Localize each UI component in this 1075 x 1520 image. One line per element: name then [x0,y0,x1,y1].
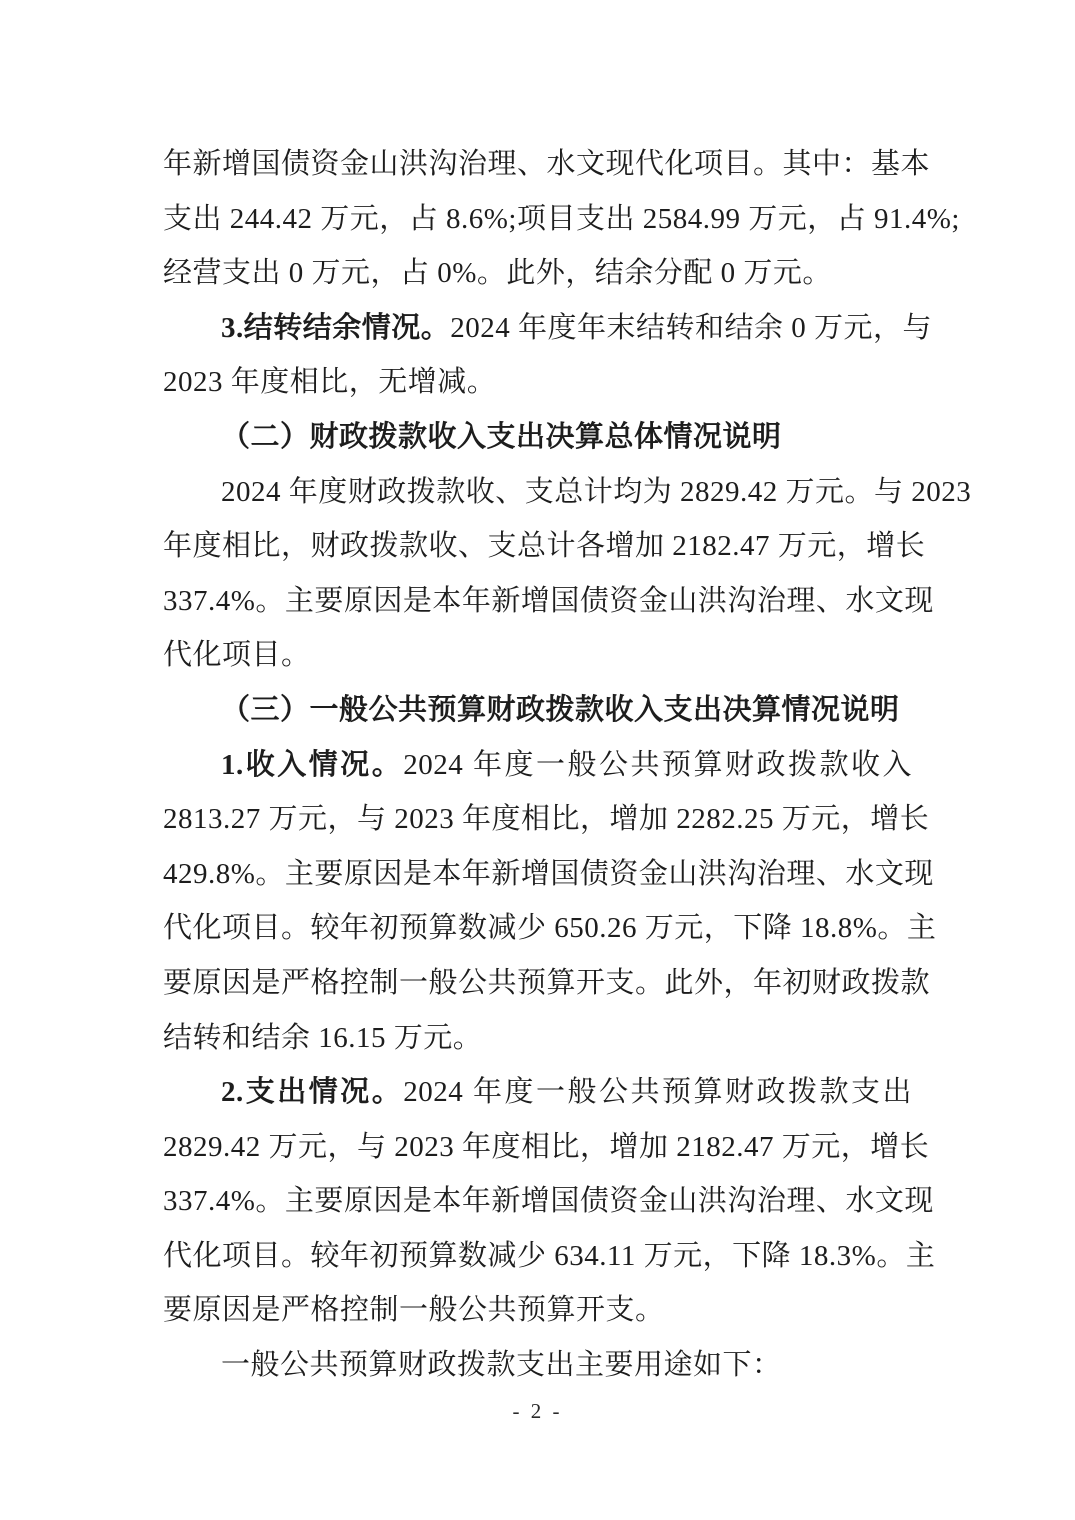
body-text-segment: 代化项目。较年初预算数减少 650.26 万元，下降 18.8%。主 [163,912,937,945]
body-text-segment: 要原因是严格控制一般公共预算开支。此外，年初财政拨款 [163,966,931,999]
text-line [163,574,934,629]
page-number: - 2 - [512,1399,563,1423]
text-line [163,246,912,301]
page-footer [0,1399,1075,1424]
text-line [163,792,930,847]
text-line [163,192,960,247]
heading-text-segment: （二）财政拨款收入支出决算总体情况说明 [221,420,782,453]
body-text-segment: 代化项目。较年初预算数减少 634.11 万元，下降 18.3%。主 [163,1239,936,1272]
body-text-segment: 要原因是严格控制一般公共预算开支。 [163,1294,665,1327]
body-text-segment: 2024 年度财政拨款收、支总计均为 2829.42 万元。与 2023 [221,475,972,508]
body-text-segment: 2023 年度相比，无增减。 [163,366,497,399]
text-line [163,410,912,465]
text-line [163,683,912,738]
text-line [163,628,912,683]
text-line [163,1229,936,1284]
body-text-segment: 结转和结余 16.15 万元。 [163,1021,483,1054]
text-line [163,1174,934,1229]
heading-text-segment: （三）一般公共预算财政拨款收入支出决算情况说明 [221,693,900,726]
document-body [163,137,972,1393]
heading-text-segment: 2.支出情况。 [221,1076,404,1109]
body-text-segment: 年度相比，财政拨款收、支总计各增加 2182.47 万元，增长 [163,530,926,563]
text-line [163,137,931,192]
text-line [163,465,972,520]
body-text-segment: 年新增国债资金山洪沟治理、水文现代化项目。其中：基本 [163,148,931,180]
heading-text-segment: 1.收入情况。 [221,748,404,781]
text-line [163,847,934,902]
body-text-segment: 一般公共预算财政拨款支出主要用途如下： [221,1349,782,1382]
text-line [163,355,912,410]
text-line [163,1065,912,1120]
body-text-segment: 429.8%。主要原因是本年新增国债资金山洪沟治理、水文现 [163,857,934,890]
body-text-segment: 支出 244.42 万元，占 8.6%;项目支出 2584.99 万元，占 91.4%; [163,202,960,235]
text-line [163,1338,912,1393]
text-line [163,901,937,956]
body-text-segment: 2024 年度一般公共预算财政拨款支出 [403,1076,912,1109]
body-text-segment: 2024 年度年末结转和结余 0 万元，与 [450,311,933,344]
body-text-segment: 代化项目。 [163,639,311,672]
heading-text-segment: 3.结转结余情况。 [221,311,451,344]
text-line [163,738,912,793]
body-text-segment: 2829.42 万元，与 2023 年度相比，增加 2182.47 万元，增长 [163,1130,930,1163]
text-line [163,956,931,1011]
text-line [163,301,933,356]
text-line [163,1011,912,1066]
body-text-segment: 337.4%。主要原因是本年新增国债资金山洪沟治理、水文现 [163,1185,934,1218]
text-line [163,1120,930,1175]
body-text-segment: 2024 年度一般公共预算财政拨款收入 [403,748,912,781]
text-line [163,1283,912,1338]
body-text-segment: 经营支出 0 万元，占 0%。此外，结余分配 0 万元。 [163,257,832,290]
body-text-segment: 337.4%。主要原因是本年新增国债资金山洪沟治理、水文现 [163,584,934,617]
body-text-segment: 2813.27 万元，与 2023 年度相比，增加 2282.25 万元，增长 [163,803,930,836]
text-line [163,519,926,574]
